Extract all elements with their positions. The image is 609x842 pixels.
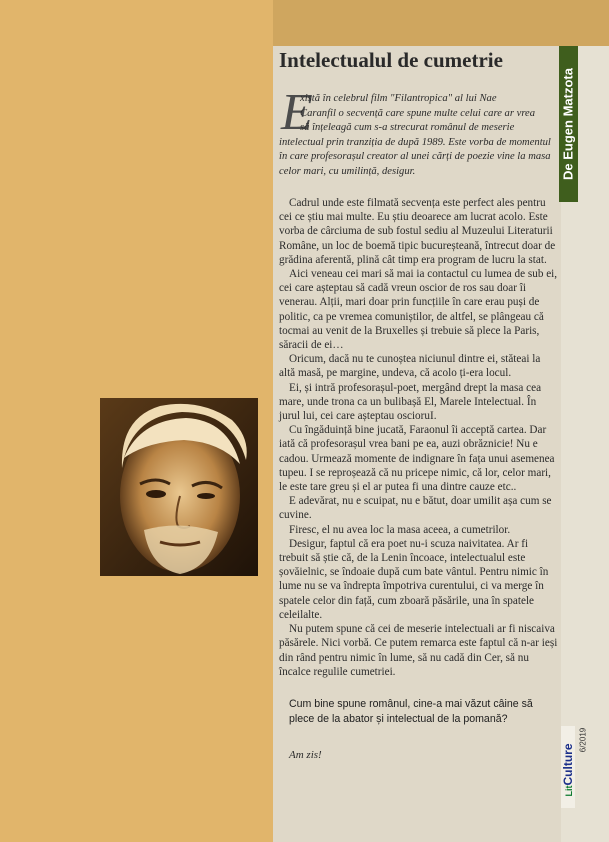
body-line: le este tare greu și el ar putea fi una dintre cauze etc.. xyxy=(279,481,517,494)
conclusion-line: plece de la abator și intelectual de la pomană? xyxy=(289,713,508,725)
body-line: trebuit să știe că, de la Lenin încoace, intelectualul este xyxy=(279,552,526,565)
body-line: vorba de cârciuma de sub fostul sediu al Muzeului Literaturii xyxy=(279,225,553,238)
body-line: Cu îngăduință bine jucată, Faraonul îi acceptă cartea. Dar xyxy=(289,424,547,437)
signoff: Am zis! xyxy=(289,749,322,761)
body-line: venerau. Alții, mari doar prin funcțiile în care erau puși de xyxy=(279,296,540,309)
logo-word: Culture xyxy=(561,743,575,786)
article-lead xyxy=(279,92,555,179)
body-line: grădina aferentă, plină cât timp era program de lucru la stat. xyxy=(279,253,547,266)
body-line: jurul lui, cei care așteptau oscioruI. xyxy=(279,410,437,423)
top-band xyxy=(273,0,609,46)
body-line: șovăielnic, se îndoaie după cum bate vântul. Pentru nimic în xyxy=(279,566,549,579)
body-line: tupeu. I se reproșează că nu pricepe nimic, că lor, celor mari, xyxy=(279,466,551,479)
lead-line: în care profesorașul creator al unei cărți de poezie vine la masa xyxy=(279,151,551,162)
body-line: Oricum, dacă nu te cunoștea niciunul dintre ei, stăteai la xyxy=(289,353,541,366)
body-line: Firesc, el nu avea loc la masa aceea, a cumetrilor. xyxy=(289,523,511,536)
body-line: păsărele. Nici vorbă. Ce putem remarca este faptul că n-ar ieși xyxy=(279,637,558,650)
body-line: săracii de ei… xyxy=(279,339,344,352)
body-line: mare, unde trona ca un bulibașă El, Marele Intelectual. În xyxy=(279,395,537,408)
body-line: cei ce știu mai multe. Eu știu deoarece am lucrat acolo. Este xyxy=(279,211,548,224)
lead-line: să înțeleagă cum s-a strecurat românul de meserie xyxy=(300,122,515,133)
article-body xyxy=(279,196,558,679)
logo-prefix: Lit xyxy=(564,785,574,797)
article-conclusion xyxy=(289,697,551,727)
drop-cap: E xyxy=(281,84,313,141)
body-line: lume nu se va îndrepta împotriva curentului, ci va merge în xyxy=(279,580,544,593)
lead-line: xistă în celebrul film "Filantropica" al lui Nae xyxy=(300,93,497,104)
body-line: tocmai au venit de la Bruxelles și trebuie să plece la Paris, xyxy=(279,324,540,337)
body-line: iată că profesorașul vrea bani pe ea, auzi obrăznicie! Nu e xyxy=(279,438,538,451)
body-line: încalce regulile cumetriei. xyxy=(279,665,396,678)
body-line: Cadrul unde este filmată secvența este perfect ales pentru xyxy=(289,197,546,209)
body-line: cadou. Urmează momente de indignare în fața unui asemenea xyxy=(279,452,555,465)
body-line: Ei, și intră profesorașul-poet, mergând drept la masa cea xyxy=(289,381,542,394)
body-line: E adevărat, nu e scuipat, nu e bătut, doar umilit așa cum se xyxy=(289,495,552,508)
issue-number: 6/2019 xyxy=(578,727,588,753)
author-portrait xyxy=(100,398,258,576)
body-line: cuvine. xyxy=(279,509,312,522)
article-title: Intelectualul de cumetrie xyxy=(279,48,503,72)
body-line: politic, ca pe vremea comuniștilor, de altfel, se plângeau că xyxy=(279,310,544,323)
body-line: Române, un loc de boemă tipic bucureșteană, întrecut doar de xyxy=(279,239,556,252)
magazine-logo xyxy=(561,744,575,797)
body-line: cei care așteptau să cadă vreun oscior de ros sau doar îi xyxy=(279,282,526,295)
body-line: celeilalte. xyxy=(279,608,323,621)
lead-line: intelectual prin tranziția de după 1989. Este vorba de momentul xyxy=(279,136,551,148)
lead-line: celor mari, cu umilință, desigur. xyxy=(279,165,416,177)
body-line: altă masă, pe margine, undeva, că acolo ți-era locul. xyxy=(279,367,512,380)
body-line: Aici veneau cei mari să mai ia contactul cu lumea de sub ei, xyxy=(289,268,558,281)
body-line: Nu putem spune că cei de meserie intelectuali ar fi niscaiva xyxy=(289,623,555,636)
body-line: din rând pentru nimic în lume, să nu cadă din Cer, să nu xyxy=(279,651,529,664)
conclusion-line: Cum bine spune românul, cine-a mai văzut câine să xyxy=(289,698,533,710)
body-line: spatele celor din față, cum zboară păsările, una în spatele xyxy=(279,594,535,607)
lead-line: Caranfil o secvență care spune multe celui care ar vrea xyxy=(300,107,536,119)
portrait-illustration xyxy=(100,398,258,576)
author-byline: De Eugen Matzota xyxy=(560,68,576,180)
body-line: Desigur, faptul că era poet nu-i scuza naivitatea. Ar fi xyxy=(289,537,529,550)
